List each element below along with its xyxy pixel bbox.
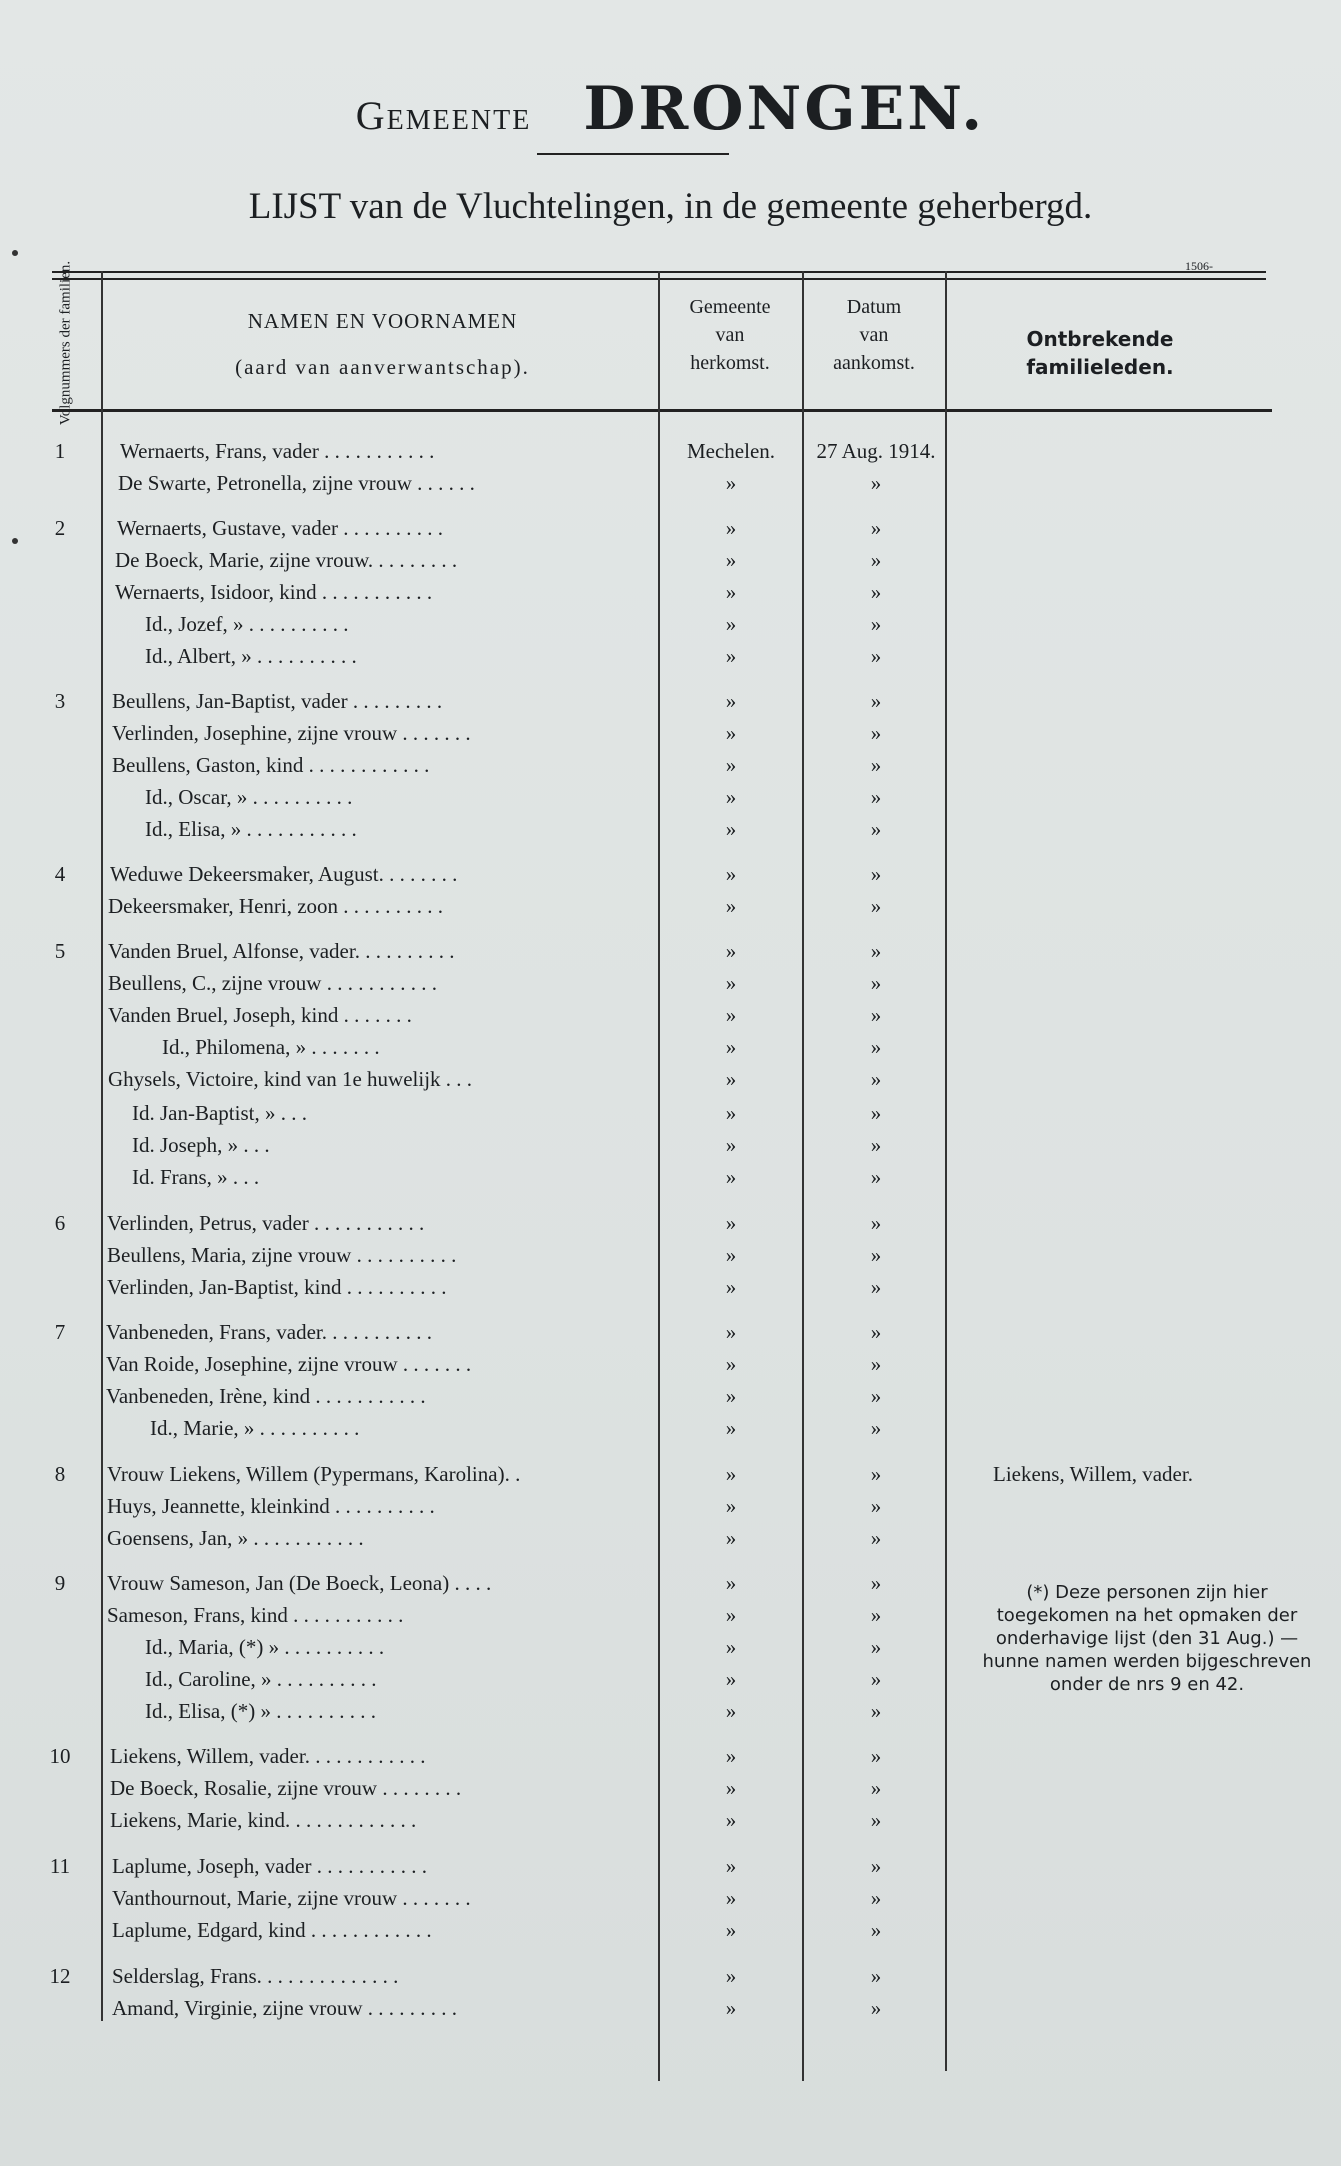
arrival-date: » [870,785,882,809]
header-origin-column: Gemeente van herkomst. [689,296,771,374]
table-row [0,1129,1341,1161]
person-name: Wernaerts, Frans, vader . . . . . . . . . . . [120,439,435,463]
person-name: Vrouw Liekens, Willem (Pypermans, Karolina). . [107,1462,521,1486]
origin-municipality: » [725,1964,737,1988]
origin-municipality: » [725,548,737,572]
person-name: Van Roide, Josephine, zijne vrouw . . . . . . . [106,1352,472,1376]
family-number: 6 [54,1211,66,1235]
arrival-date: » [870,1384,882,1408]
person-name: Liekens, Marie, kind. . . . . . . . . . . . . [110,1808,417,1832]
family-number: 9 [54,1571,66,1595]
table-row [0,544,1341,576]
page-subtitle: LIJST van de Vluchtelingen, in de gemeente geherbergd. [248,186,1093,227]
person-name: Sameson, Frans, kind . . . . . . . . . . . [107,1603,404,1627]
arrival-date: » [870,580,882,604]
person-name: Id., Maria, (*) » . . . . . . . . . . [145,1635,385,1659]
origin-municipality: » [725,612,737,636]
person-name: Goensens, Jan, » . . . . . . . . . . . [107,1526,364,1550]
arrival-date: » [870,1918,882,1942]
person-name: Id., Philomena, » . . . . . . . [162,1035,380,1059]
person-name: Id., Oscar, » . . . . . . . . . . [145,785,353,809]
origin-municipality: » [725,971,737,995]
origin-municipality: » [725,1101,737,1125]
person-name: Vanden Bruel, Alfonse, vader. . . . . . . . . . [108,939,455,963]
origin-municipality: » [725,1035,737,1059]
person-name: Id. Frans, » . . . [132,1165,260,1189]
header-date-column: Datum van aankomst. [833,296,915,374]
person-name: Verlinden, Jan-Baptist, kind . . . . . . . . . . [107,1275,447,1299]
family-number: 10 [49,1744,71,1768]
family-number: 3 [54,689,66,713]
table-row [0,1490,1341,1522]
arrival-date: » [870,1416,882,1440]
origin-municipality: » [725,1067,737,1091]
table-row [0,1772,1341,1804]
origin-municipality: » [725,939,737,963]
person-name: Id., Marie, » . . . . . . . . . . [150,1416,360,1440]
origin-municipality: » [725,1133,737,1157]
punch-mark [12,538,18,544]
arrival-date: » [870,1133,882,1157]
person-name: Verlinden, Petrus, vader . . . . . . . . . . . [107,1211,425,1235]
title-prefix: Gemeente [355,93,532,138]
person-name: Beullens, Jan-Baptist, vader . . . . . . . . . [112,689,443,713]
origin-municipality: » [725,1165,737,1189]
table-row [0,576,1341,608]
table-row [0,1063,1341,1095]
person-name: Beullens, Maria, zijne vrouw . . . . . . . . . . [107,1243,457,1267]
table-row [0,1239,1341,1271]
arrival-date: » [870,1526,882,1550]
person-name: Laplume, Edgard, kind . . . . . . . . . . . . [112,1918,432,1942]
arrival-date: » [870,753,882,777]
origin-municipality: » [725,1699,737,1723]
origin-municipality: » [725,1211,737,1235]
table-row [0,781,1341,813]
origin-municipality: » [725,817,737,841]
person-name: Weduwe Dekeersmaker, August. . . . . . . . [110,862,458,886]
arrival-date: » [870,689,882,713]
page-title [0,74,1341,144]
person-name: Id., Albert, » . . . . . . . . . . [145,644,357,668]
arrival-date: » [870,971,882,995]
table-row [0,858,1341,890]
title-main: DRONGEN. [583,74,986,144]
person-name: Selderslag, Frans. . . . . . . . . . . . . . [112,1964,399,1988]
table-row [0,1380,1341,1412]
table-row [0,1522,1341,1554]
arrival-date: » [870,1744,882,1768]
arrival-date: » [870,612,882,636]
origin-municipality: » [725,1352,737,1376]
origin-municipality: Mechelen. [686,439,776,463]
arrival-date: » [870,1886,882,1910]
origin-municipality: » [725,1854,737,1878]
origin-municipality: » [725,689,737,713]
origin-municipality: » [725,1384,737,1408]
arrival-date: » [870,1964,882,1988]
table-row [0,1914,1341,1946]
arrival-date: » [870,1571,882,1595]
page-number: 1506- [1185,259,1213,273]
family-number: 12 [49,1964,71,1988]
arrival-date: » [870,1854,882,1878]
table-row [0,1804,1341,1836]
arrival-date: » [870,1275,882,1299]
table-row [0,1348,1341,1380]
origin-municipality: » [725,471,737,495]
family-number: 7 [54,1320,66,1344]
person-name: Beullens, C., zijne vrouw . . . . . . . . . . . [108,971,437,995]
arrival-date: » [870,548,882,572]
arrival-date: 27 Aug. 1914. [816,439,936,463]
person-name: De Boeck, Marie, zijne vrouw. . . . . . . . . [115,548,458,572]
arrival-date: » [870,1808,882,1832]
arrival-date: » [870,1211,882,1235]
table-row [0,512,1341,544]
table-row [0,1960,1341,1992]
table-row [0,890,1341,922]
table-row [0,935,1341,967]
origin-municipality: » [725,1603,737,1627]
origin-municipality: » [725,1744,737,1768]
origin-municipality: » [725,644,737,668]
person-name: Laplume, Joseph, vader . . . . . . . . . . . [112,1854,427,1878]
table-row [0,1161,1341,1193]
table-row [0,467,1341,499]
origin-municipality: » [725,1996,737,2020]
person-name: De Swarte, Petronella, zijne vrouw . . . . . . [118,471,475,495]
arrival-date: » [870,1635,882,1659]
family-number: 11 [49,1854,71,1878]
table-row [0,1695,1341,1727]
person-name: Liekens, Willem, vader. . . . . . . . . . . . [110,1744,426,1768]
family-number: 4 [54,862,66,886]
arrival-date: » [870,1462,882,1486]
origin-municipality: » [725,721,737,745]
origin-municipality: » [725,1275,737,1299]
family-number: 2 [54,516,66,540]
person-name: Beullens, Gaston, kind . . . . . . . . . . . . [112,753,430,777]
person-name: Huys, Jeannette, kleinkind . . . . . . . . . . [107,1494,435,1518]
arrival-date: » [870,1699,882,1723]
arrival-date: » [870,1494,882,1518]
table-row [0,1316,1341,1348]
person-name: Ghysels, Victoire, kind van 1e huwelijk . . . [108,1067,473,1091]
table-row [0,717,1341,749]
table-row [0,749,1341,781]
origin-municipality: » [725,1320,737,1344]
person-name: Dekeersmaker, Henri, zoon . . . . . . . . . . [108,894,444,918]
person-name: Id., Caroline, » . . . . . . . . . . [145,1667,377,1691]
punch-mark [12,250,18,256]
family-number: 8 [54,1462,66,1486]
origin-municipality: » [725,1886,737,1910]
origin-municipality: » [725,862,737,886]
table-row [0,1882,1341,1914]
table-row [0,1412,1341,1444]
origin-municipality: » [725,1526,737,1550]
table-row [0,1031,1341,1063]
arrival-date: » [870,939,882,963]
origin-municipality: » [725,1494,737,1518]
person-name: Wernaerts, Gustave, vader . . . . . . . . . . [117,516,444,540]
origin-municipality: » [725,1918,737,1942]
person-name: Id., Jozef, » . . . . . . . . . . [145,612,349,636]
table-row [0,1458,1341,1490]
table-row [0,999,1341,1031]
arrival-date: » [870,1320,882,1344]
arrival-date: » [870,1035,882,1059]
person-name: Vrouw Sameson, Jan (De Boeck, Leona) . . . . [107,1571,492,1595]
arrival-date: » [870,471,882,495]
table-row [0,1740,1341,1772]
arrival-date: » [870,1067,882,1091]
origin-municipality: » [725,1667,737,1691]
person-name: De Boeck, Rosalie, zijne vrouw . . . . . . . . [110,1776,462,1800]
arrival-date: » [870,817,882,841]
arrival-date: » [870,1165,882,1189]
person-name: Vanbeneden, Irène, kind . . . . . . . . . . . [106,1384,426,1408]
arrival-date: » [870,1996,882,2020]
arrival-date: » [870,894,882,918]
arrival-date: » [870,1776,882,1800]
family-number: 5 [54,939,66,963]
origin-municipality: » [725,785,737,809]
person-name: Id., Elisa, (*) » . . . . . . . . . . [145,1699,376,1723]
table-row [0,1271,1341,1303]
header-number-column: Volgnummers der familien. [57,260,74,425]
table-row [0,1207,1341,1239]
origin-municipality: » [725,1243,737,1267]
person-name: Wernaerts, Isidoor, kind . . . . . . . . . . . [115,580,433,604]
origin-municipality: » [725,1003,737,1027]
table-row [0,1097,1341,1129]
table-row [0,813,1341,845]
title-divider [537,153,729,155]
person-name: Vanden Bruel, Joseph, kind . . . . . . . [108,1003,412,1027]
origin-municipality: » [725,1571,737,1595]
person-name: Vanbeneden, Frans, vader. . . . . . . . . . . [106,1320,433,1344]
missing-family-member: Liekens, Willem, vader. [993,1462,1193,1486]
table-row [0,435,1341,467]
table-row [0,640,1341,672]
person-name: Vanthournout, Marie, zijne vrouw . . . . . . . [112,1886,471,1910]
person-name: Id., Elisa, » . . . . . . . . . . . [145,817,357,841]
arrival-date: » [870,516,882,540]
table-row [0,1992,1341,2024]
table-row [0,685,1341,717]
arrival-date: » [870,1667,882,1691]
origin-municipality: » [725,516,737,540]
arrival-date: » [870,1101,882,1125]
family-number: 1 [54,439,66,463]
header-missing-column: Ontbrekende familieleden. [1026,327,1174,379]
arrival-date: » [870,1352,882,1376]
origin-municipality: » [725,894,737,918]
arrival-date: » [870,862,882,886]
arrival-date: » [870,721,882,745]
arrival-date: » [870,644,882,668]
header-names-column: NAMEN EN VOORNAMEN (aard van aanverwantschap). [235,309,530,379]
table-row [0,1850,1341,1882]
origin-municipality: » [725,1462,737,1486]
table-row [0,608,1341,640]
person-name: Id. Joseph, » . . . [132,1133,270,1157]
arrival-date: » [870,1243,882,1267]
origin-municipality: » [725,753,737,777]
table-row [0,967,1341,999]
footnote: (*) Deze personen zijn hier toegekomen na het opmaken der onderhavige lijst (den 31 Aug.) — hunne namen werden bijgeschreven onder de nrs 9 en 42. [982,1582,1312,1695]
origin-municipality: » [725,1416,737,1440]
person-name: Id. Jan-Baptist, » . . . [132,1101,307,1125]
origin-municipality: » [725,580,737,604]
person-name: Amand, Virginie, zijne vrouw . . . . . . . . . [112,1996,458,2020]
person-name: Verlinden, Josephine, zijne vrouw . . . . . . . [112,721,471,745]
origin-municipality: » [725,1776,737,1800]
arrival-date: » [870,1603,882,1627]
origin-municipality: » [725,1635,737,1659]
table-header-rule [52,409,1272,412]
origin-municipality: » [725,1808,737,1832]
arrival-date: » [870,1003,882,1027]
